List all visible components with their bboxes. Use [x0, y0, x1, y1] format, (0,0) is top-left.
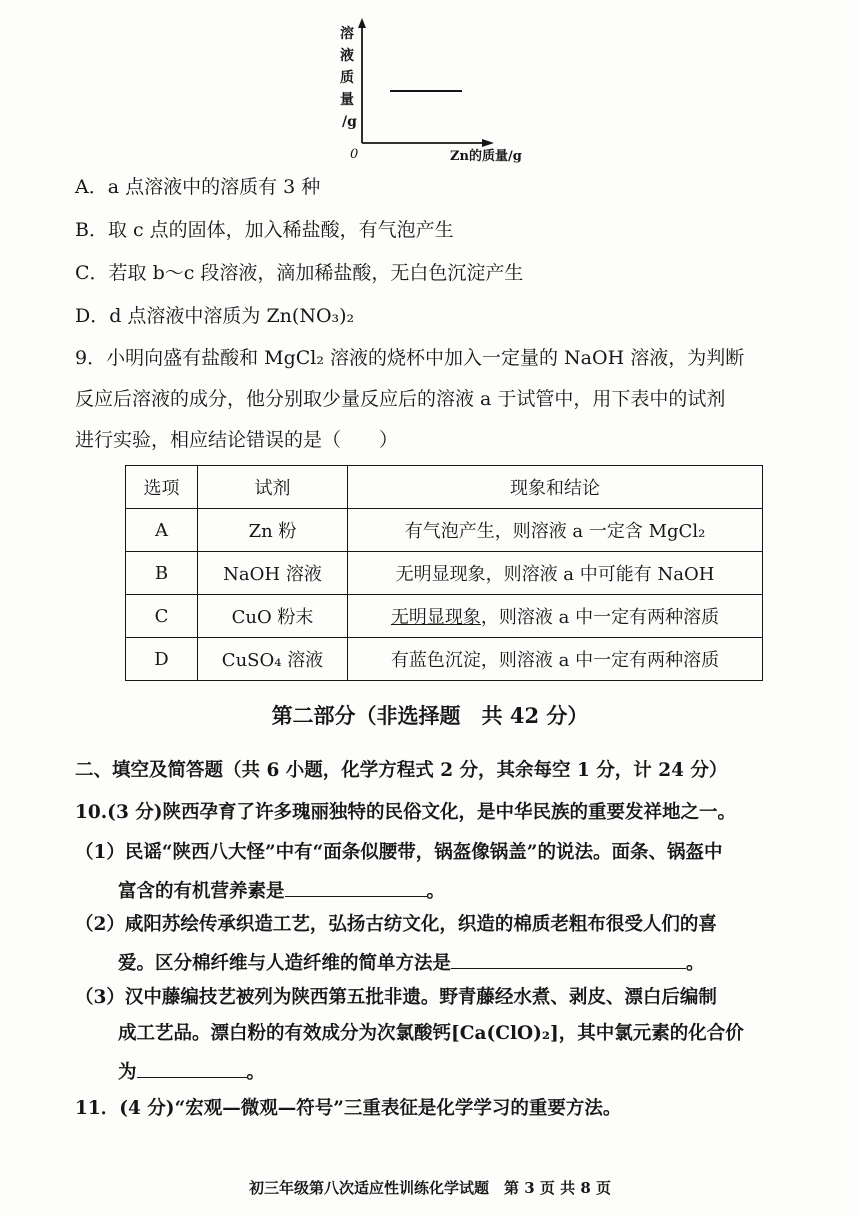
x-axis-label: Zn的质量/g [450, 149, 522, 164]
row-reagent: CuO 粉末 [198, 595, 348, 638]
row-reagent: Zn 粉 [198, 509, 348, 552]
table-header-row [126, 466, 763, 509]
row-result [348, 552, 763, 595]
y-label-5: /g [342, 114, 357, 130]
row-result-text: 有蓝色沉淀，则溶液 a 中一定有两种溶质 [390, 650, 720, 671]
answer-blank-1[interactable] [285, 876, 427, 897]
row-result-text: ，则溶液 a 中一定有两种溶质 [480, 607, 720, 628]
row-option: A [126, 509, 198, 552]
x-axis-arrow [482, 139, 494, 147]
q10-part2-period: 。 [686, 953, 705, 974]
row-result-text: 有气泡产生，则溶液 a 一定含 MgCl₂ [404, 521, 706, 542]
option-c: C．若取 b～c 段溶液，滴加稀盐酸，无白色沉淀产生 [75, 262, 524, 284]
mass-graph [330, 18, 550, 168]
option-d: D．d 点溶液中溶质为 Zn(NO₃)₂ [75, 305, 355, 327]
row-option: B [126, 552, 198, 595]
y-label-1: 溶 [340, 26, 354, 42]
header-option: 选项 [126, 466, 198, 509]
answer-blank-2[interactable] [451, 948, 686, 969]
option-b: B．取 c 点的固体，加入稀盐酸，有气泡产生 [75, 219, 454, 241]
y-label-4: 量 [340, 92, 354, 108]
q10-part3-line2: 成工艺品。漂白粉的有效成分为次氯酸钙[Ca(ClO)₂]，其中氯元素的化合价 [118, 1023, 744, 1044]
q9-line-1: 9．小明向盛有盐酸和 MgCl₂ 溶液的烧杯中加入一定量的 NaOH 溶液，为判断 [75, 347, 745, 369]
option-a: A．a 点溶液中的溶质有 3 种 [75, 176, 321, 198]
row-result [348, 638, 763, 681]
q10-part1-text: 富含的有机营养素是 [118, 881, 285, 902]
q9-line-2: 反应后溶液的成分，他分别取少量反应后的溶液 a 于试管中，用下表中的试剂 [75, 388, 726, 410]
table-row [126, 509, 763, 552]
q10-part1-line2 [118, 876, 445, 905]
y-axis-arrow [358, 18, 366, 28]
page-footer: 初三年级第八次适应性训练化学试题 第 3 页 共 8 页 [249, 1179, 611, 1197]
q10-stem: 10.(3 分)陕西孕育了许多瑰丽独特的民俗文化，是中华民族的重要发祥地之一。 [75, 802, 737, 823]
q10-part3-line3 [118, 1057, 265, 1086]
table-row [126, 638, 763, 681]
origin-label: 0 [350, 147, 359, 162]
q10-part1-line1: （1）民谣“陕西八大怪”中有“面条似腰带，锅盔像锅盖”的说法。面条、锅盔中 [75, 842, 723, 863]
q9-table [125, 465, 763, 681]
q10-part3-text: 为 [118, 1062, 137, 1083]
row-result [348, 509, 763, 552]
row-reagent: NaOH 溶液 [198, 552, 348, 595]
y-label-2: 液 [340, 48, 354, 64]
row-option: C [126, 595, 198, 638]
y-label-3: 质 [340, 70, 354, 86]
q10-part2-text: 爱。区分棉纤维与人造纤维的简单方法是 [118, 953, 452, 974]
q11-stem: 11．(4 分)“宏观—微观—符号”三重表征是化学学习的重要方法。 [75, 1098, 622, 1119]
row-result-text: 无明显现象，则溶液 a 中可能有 NaOH [395, 564, 715, 585]
row-option: D [126, 638, 198, 681]
header-result: 现象和结论 [348, 466, 763, 509]
answer-blank-3[interactable] [137, 1057, 247, 1078]
q10-part2-line1: （2）咸阳苏绘传承织造工艺，弘扬古纺文化，织造的棉质老粗布很受人们的喜 [75, 914, 717, 935]
row-reagent: CuSO₄ 溶液 [198, 638, 348, 681]
q10-part3-line1: （3）汉中藤编技艺被列为陕西第五批非遗。野青藤经水煮、剥皮、漂白后编制 [75, 987, 717, 1008]
q10-part2-line2 [118, 948, 705, 977]
q9-line-3: 进行实验，相应结论错误的是（ ） [75, 429, 399, 451]
q10-part1-period: 。 [426, 881, 446, 902]
table-row [126, 595, 763, 638]
row-result-underlined: 无明显现象 [390, 607, 481, 628]
q10-part3-period: 。 [246, 1062, 266, 1083]
section-heading: 二、填空及简答题（共 6 小题，化学方程式 2 分，其余每空 1 分，计 24 分） [75, 760, 728, 781]
table-row [126, 552, 763, 595]
header-reagent: 试剂 [198, 466, 348, 509]
row-result [348, 595, 763, 638]
part2-title: 第二部分（非选择题 共 42 分） [271, 703, 589, 728]
